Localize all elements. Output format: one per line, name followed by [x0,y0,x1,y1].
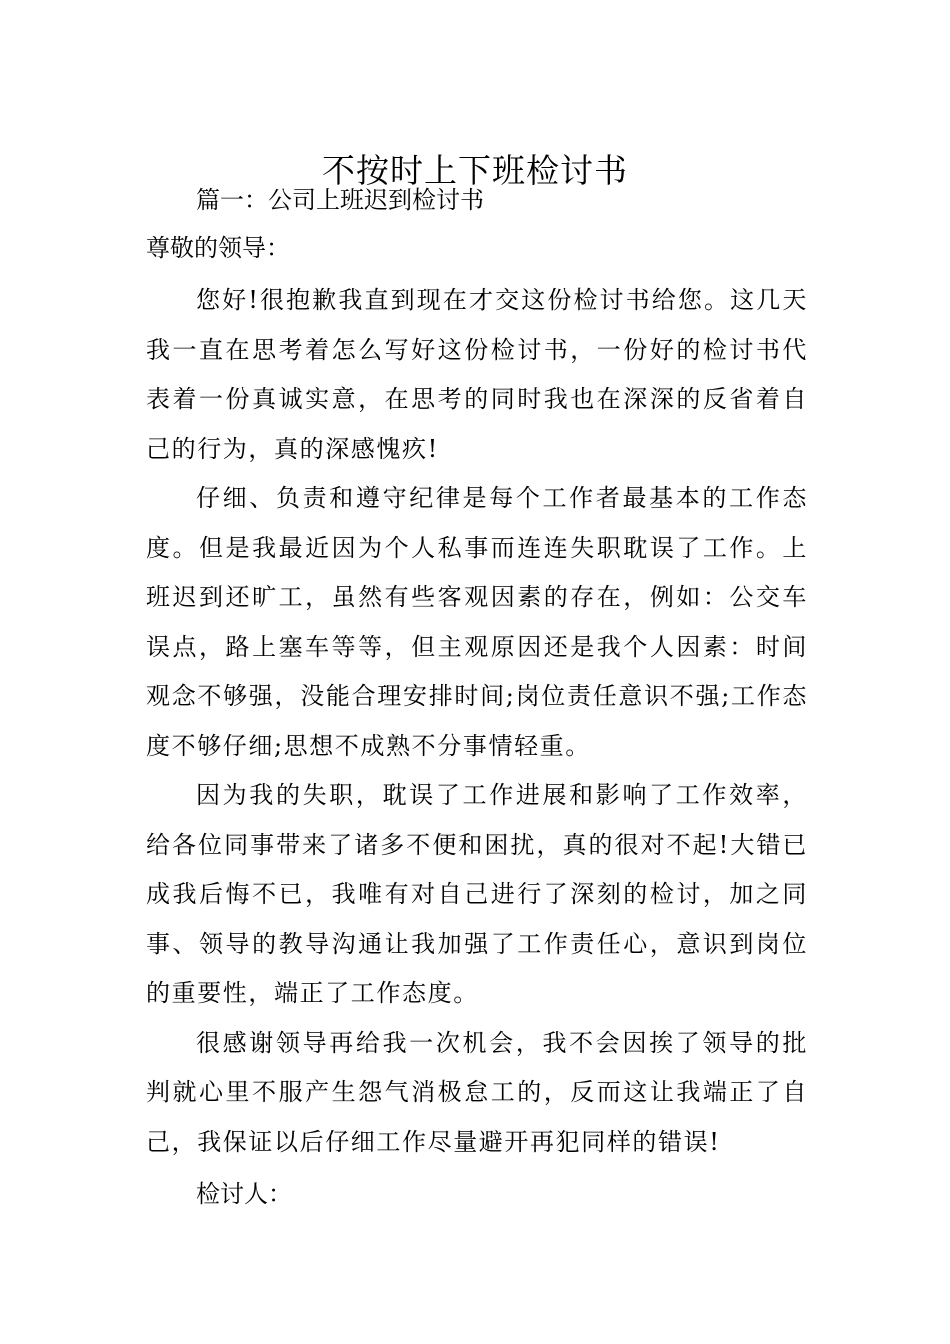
document-title: 不按时上下班检讨书 [322,151,628,191]
document-subtitle: 篇一：公司上班迟到检讨书 [196,186,484,214]
paragraph: 因为我的失职，耽误了工作进展和影响了工作效率，给各位同事带来了诸多不便和困扰，真的很对不起!大错已成我后悔不已，我唯有对自己进行了深刻的检讨，加之同事、领导的教导沟通让我加强了工作责任心，意识到岗位的重要性，端正了工作态度。 [146,781,808,1007]
paragraph: 很感谢领导再给我一次机会，我不会因挨了领导的批判就心里不服产生怨气消极怠工的，反而这让我端正了自己，我保证以后仔细工作尽量避开再犯同样的错误! [146,1028,808,1156]
letter-body [146,276,808,1167]
signature-label: 检讨人： [196,1180,292,1208]
paragraph: 仔细、负责和遵守纪律是每个工作者最基本的工作态度。但是我最近因为个人私事而连连失职耽误了工作。上班迟到还旷工，虽然有些客观因素的存在，例如：公交车误点，路上塞车等等，但主观原因还是我个人因素：时间观念不够强，没能合理安排时间;岗位责任意识不强;工作态度不够仔细;思想不成熟不分事情轻重。 [146,484,808,760]
salutation: 尊敬的领导： [146,234,290,262]
paragraph: 您好!很抱歉我直到现在才交这份检讨书给您。这几天我一直在思考着怎么写好这份检讨书，一份好的检讨书代表着一份真诚实意，在思考的同时我也在深深的反省着自己的行为，真的深感愧疚! [146,286,808,463]
